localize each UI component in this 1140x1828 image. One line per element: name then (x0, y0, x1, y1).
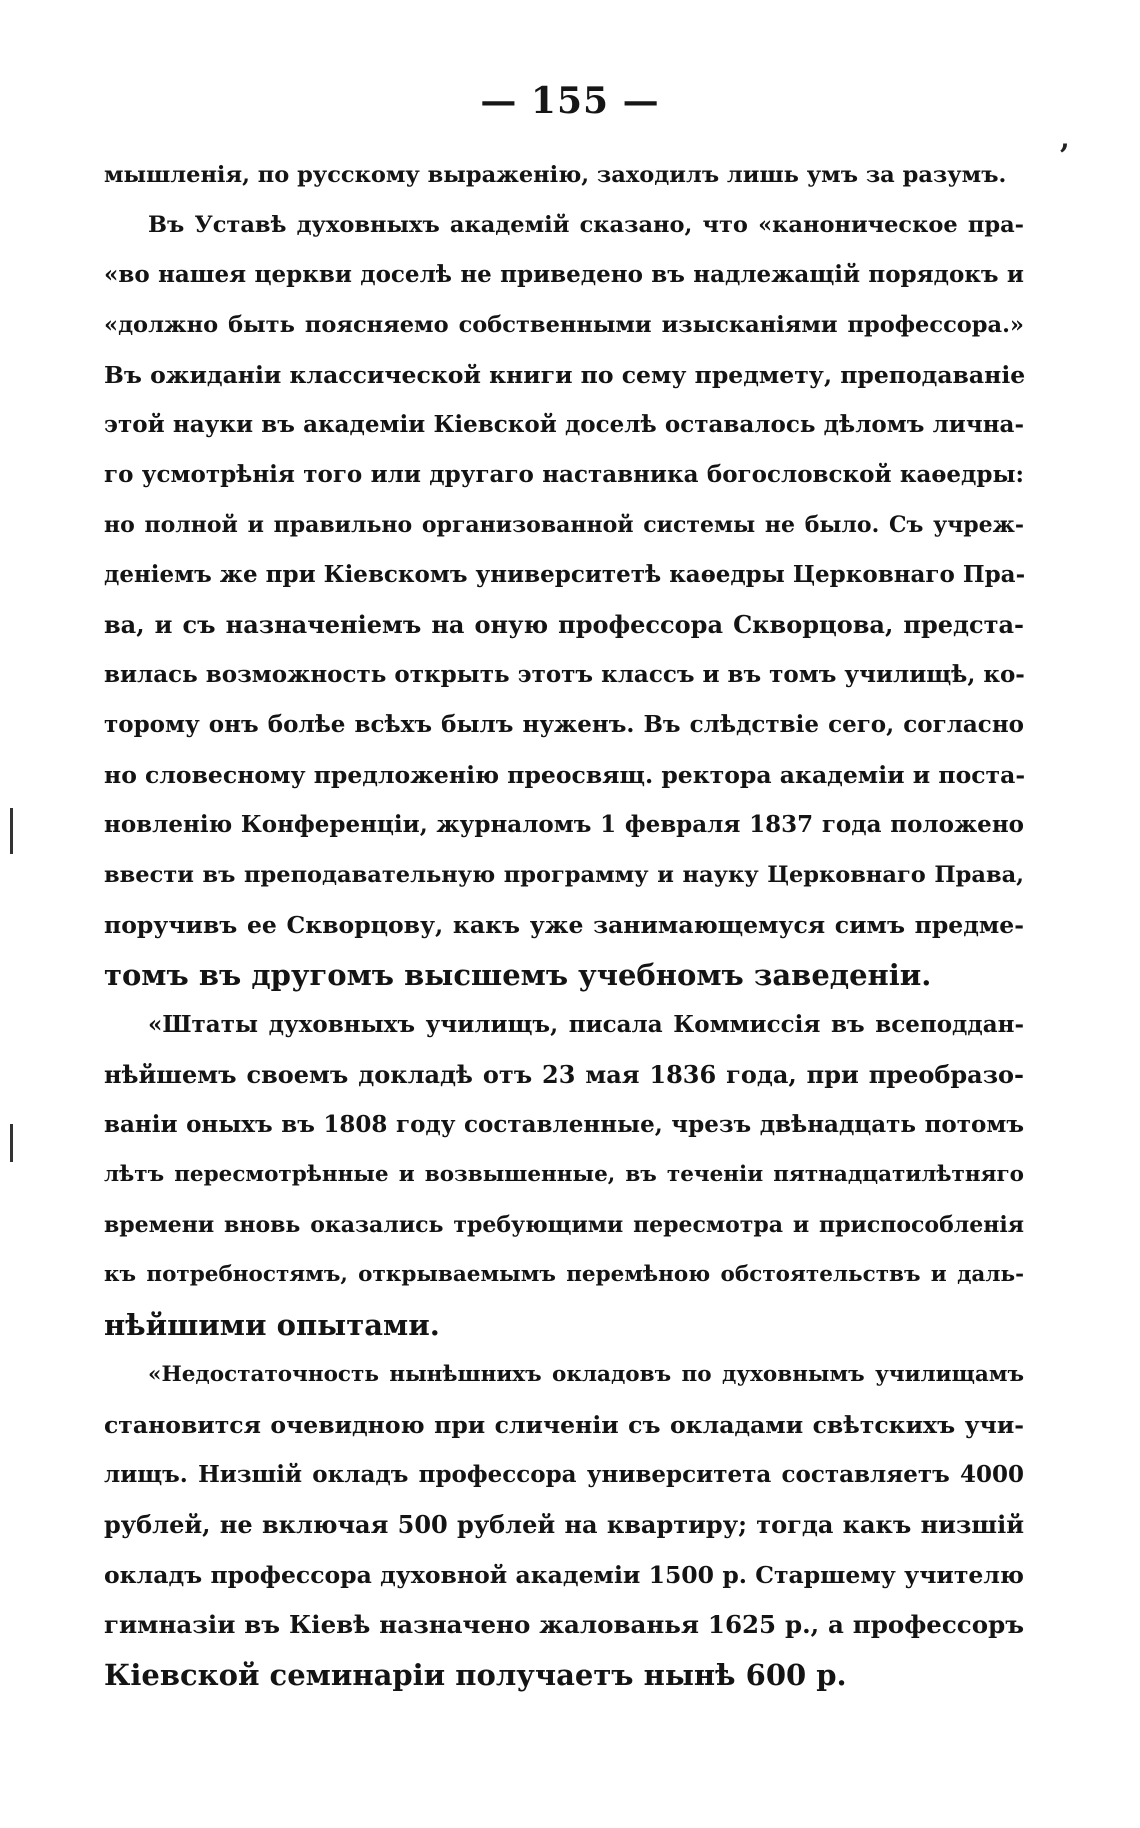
text-line: «должно быть поясняемо собственными изысканіями профессора.» (104, 312, 1024, 338)
text-line: вилась возможность открыть этотъ классъ и въ томъ училищѣ, ко- (104, 661, 1025, 688)
text-line: нѣйшими опытами. (104, 1308, 440, 1342)
text-line: ва, и съ назначеніемъ на оную профессора Скворцова, предста- (104, 610, 1024, 639)
margin-scan-line (10, 1124, 13, 1162)
text-line: но словесному предложенію преосвящ. ректора академіи и поста- (104, 761, 1026, 789)
page-number: — 155 — (480, 80, 660, 122)
text-line: ввести въ преподавательную программу и науку Церковнаго Права, (104, 862, 1024, 888)
margin-scan-line (10, 808, 13, 854)
text-line: новленію Конференціи, журналомъ 1 февраля 1837 года положено (104, 811, 1024, 838)
text-line: мышленія, по русскому выраженію, заходилъ лишь умъ за разумъ. (104, 162, 1007, 188)
text-line: го усмотрѣнія того или другаго наставника богословской каѳедры: (104, 461, 1024, 488)
text-line: Въ Уставѣ духовныхъ академій сказано, что «каноническое пра- (148, 212, 1024, 238)
stray-ink-mark: , (1060, 122, 1070, 155)
text-line: лищъ. Низшій окладъ профессора университета составляетъ 4000 (104, 1461, 1024, 1488)
text-line: времени вновь оказались требующими пересмотра и приспособленія (104, 1212, 1024, 1238)
text-line: этой науки въ академіи Кіевской доселѣ оставалось дѣломъ лична- (104, 411, 1024, 438)
text-line: томъ въ другомъ высшемъ учебномъ заведеніи. (104, 958, 932, 992)
text-line: окладъ профессора духовной академіи 1500 р. Старшему учителю (104, 1561, 1024, 1589)
text-line: «Недостаточность нынѣшнихъ окладовъ по духовнымъ училищамъ (148, 1362, 1024, 1387)
text-line: гимназіи въ Кіевѣ назначено жалованья 1625 р., а профессоръ (104, 1610, 1024, 1639)
text-line: нѣйшемъ своемъ докладѣ отъ 23 мая 1836 года, при преобразо- (104, 1060, 1024, 1089)
text-line: Въ ожиданіи классической книги по сему предмету, преподаваніе (104, 361, 1026, 389)
body-text (104, 150, 1024, 1700)
text-line: Кіевской семинаріи получаетъ нынѣ 600 р. (104, 1658, 847, 1692)
text-line: «во нашея церкви доселѣ не приведено въ надлежащій порядокъ и (104, 261, 1024, 288)
text-line: становится очевидною при сличеніи съ окладами свѣтскихъ учи- (104, 1411, 1024, 1439)
text-line: лѣтъ пересмотрѣнные и возвышенные, въ теченіи пятнадцатилѣтняго (104, 1162, 1024, 1187)
text-line: къ потребностямъ, открываемымъ перемѣною обстоятельствъ и даль- (104, 1262, 1024, 1287)
text-line: «Штаты духовныхъ училищъ, писала Коммиссія въ всеподдан- (148, 1011, 1024, 1038)
text-line: рублей, не включая 500 рублей на квартиру; тогда какъ низшій (104, 1510, 1024, 1539)
text-line: поручивъ ее Скворцову, какъ уже занимающемуся симъ предме- (104, 911, 1024, 939)
text-line: деніемъ же при Кіевскомъ университетѣ каѳедры Церковнаго Пра- (104, 561, 1026, 588)
text-line: ваніи оныхъ въ 1808 году составленные, чрезъ двѣнадцать потомъ (104, 1111, 1024, 1138)
text-line: торому онъ болѣе всѣхъ былъ нуженъ. Въ слѣдствіе сего, согласно (104, 711, 1024, 738)
text-line: но полной и правильно организованной системы не было. Съ учреж- (104, 512, 1024, 538)
